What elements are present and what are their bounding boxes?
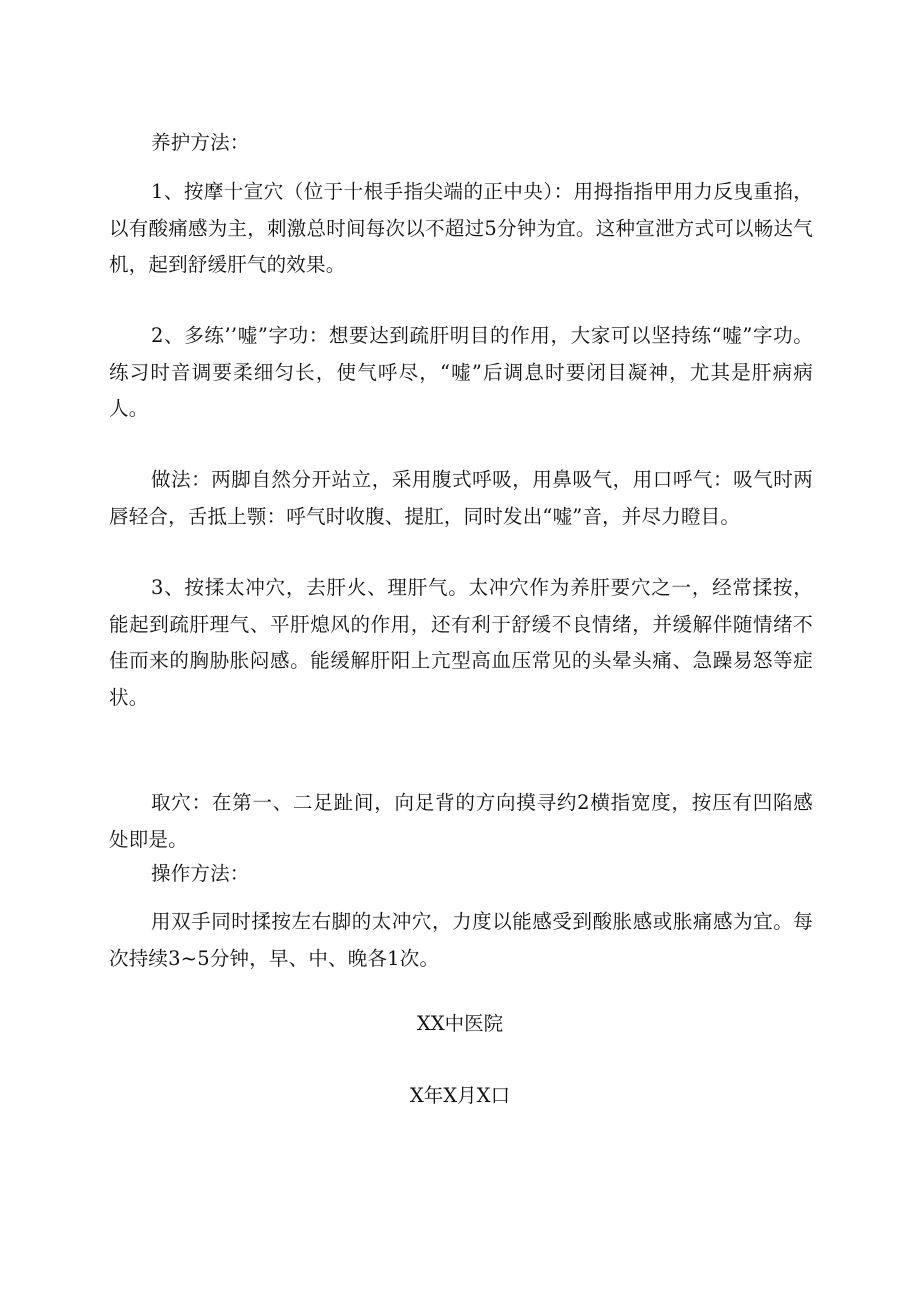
item-2-xu-breathing: 2、多练’’嘘”字功：想要达到疏肝明目的作用，大家可以坚持练“嘘”字功。练习时音调要柔细匀长，使气呼尽，“嘘”后调息时要闭目凝神，尤其是肝病病人。: [109, 324, 813, 420]
care-methods-heading: 养护方法：: [151, 131, 250, 154]
organization-signature: XX中医院: [416, 1012, 504, 1035]
operation-body: 用双手同时揉按左右脚的太冲穴，力度以能感受到酸胀感或胀痛感为宜。每次持续3~5分钟，早、中、晚各1次。: [109, 910, 813, 970]
item-1-shixuan-massage: 1、按摩十宣穴（位于十根手指尖端的正中央）：用拇指指甲用力反曳重掐，以有酸痛感为主，刺激总时间每次以不超过5分钟为宜。这种宣泄方式可以畅达气机，起到舒缓肝气的效果。: [109, 180, 813, 276]
item-3-taichong-massage: 3、按揉太冲穴，去肝火、理肝气。太冲穴作为养肝要穴之一，经常揉按，能起到疏肝理气、平肝熄风的作用，还有利于舒缓不良情绪，并缓解伴随情绪不佳而来的胸胁胀闷感。能缓解肝阳上亢型高血压常见的头晕头痛、急躁易怒等症状。: [109, 576, 813, 709]
document-date: X年X月X口: [409, 1084, 511, 1107]
operation-heading: 操作方法：: [151, 862, 250, 885]
acupoint-location-paragraph: 取穴：在第一、二足趾间，向足背的方向摸寻约2横指宽度，按压有凹陷感处即是。: [109, 791, 813, 851]
method-paragraph: 做法：两脚自然分开站立，采用腹式呼吸，用鼻吸气，用口呼气：吸气时两唇轻合，舌抵上颚：呼气时收腹、提肛，同时发出“嘘”音，并尽力瞪目。: [109, 468, 813, 528]
